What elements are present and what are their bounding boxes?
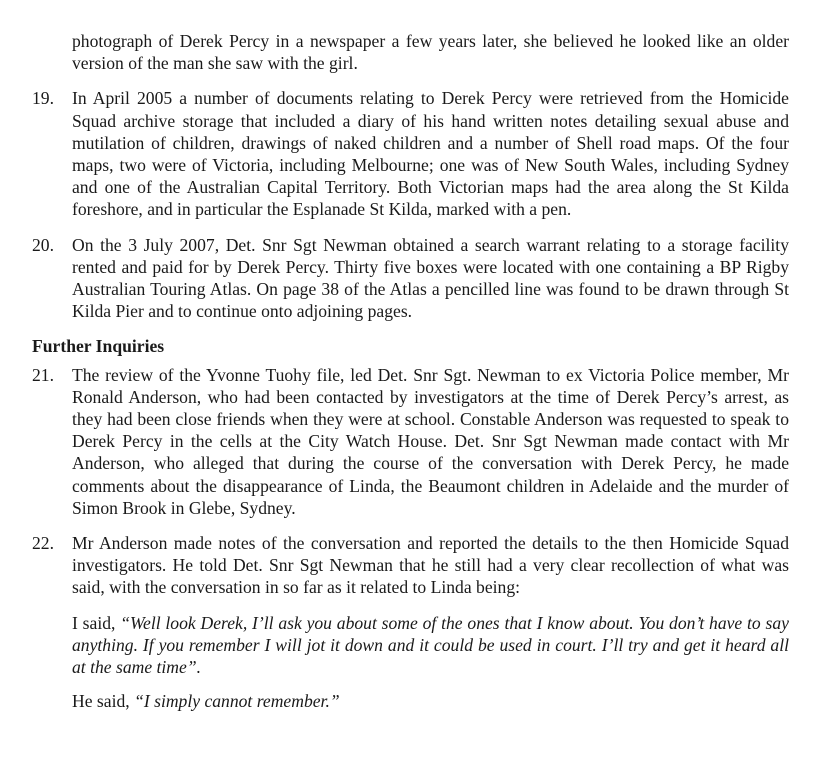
paragraph-text: Mr Anderson made notes of the conversation and reported the details to the then Homicide Squad investigators. He told Det. Snr Sgt Newman that he still had a very clear recollection of what was said, with the conversation in so far as it related to Linda being: (72, 533, 789, 598)
quote-lead: I said, (72, 612, 121, 633)
numbered-paragraph-20 (32, 234, 789, 323)
quote-speech: “I simply cannot remember.” (134, 691, 340, 712)
paragraph-number: 22. (32, 533, 54, 554)
numbered-paragraph-19 (32, 87, 789, 220)
quote-speech: “Well look Derek, I’ll ask you about some of the ones that I know about. You don’t have to say anything. If you remember I will jot it down and it could be used in court. I’ll try and get it heard all at the same time”. (72, 612, 789, 678)
paragraph-number: 19. (32, 88, 54, 109)
paragraph-number: 21. (32, 364, 54, 385)
section-heading: Further Inquiries (32, 336, 165, 357)
quote-lead: He said, (72, 691, 135, 712)
paragraph-text: In April 2005 a number of documents relating to Derek Percy were retrieved from the Homicide Squad archive storage that included a diary of his hand written notes detailing sexual abuse and mutilation of children, drawings of naked children and a number of Shell road maps. Of the four maps, two were of Victoria, including Melbourne; one was of New South Wales, including Sydney and one of the Australian Capital Territory. Both Victorian maps had the area along the St Kilda foreshore, and in particular the Esplanade St Kilda, marked with a pen. (72, 88, 789, 220)
paragraph-number: 20. (32, 234, 54, 255)
continuation-paragraph: photograph of Derek Percy in a newspaper a few years later, she believed he looked like an older version of the man she saw with the girl. (72, 31, 789, 74)
numbered-paragraph-22 (32, 532, 789, 599)
quote-percy (72, 690, 789, 712)
numbered-paragraph-21 (32, 364, 789, 519)
paragraph-text: On the 3 July 2007, Det. Snr Sgt Newman obtained a search warrant relating to a storage facility rented and paid for by Derek Percy. Thirty five boxes were located with one containing a BP Rigby Australian Touring Atlas. On page 38 of the Atlas a pencilled line was found to be drawn through St Kilda Pier and to continue onto adjoining pages. (72, 234, 789, 322)
paragraph-text: The review of the Yvonne Tuohy file, led Det. Snr Sgt. Newman to ex Victoria Police member, Mr Ronald Anderson, who had been contacted by investigators at the time of Derek Percy’s arrest, as they had been close friends when they were at school. Constable Anderson was requested to speak to Derek Percy in the cells at the City Watch House. Det. Snr Sgt Newman made contact with Mr Anderson, who alleged that during the course of the conversation with Derek Percy, he made comments about the disappearance of Linda, the Beaumont children in Adelaide and the murder of Simon Brook in Glebe, Sydney. (72, 364, 789, 518)
quote-anderson (72, 612, 789, 679)
